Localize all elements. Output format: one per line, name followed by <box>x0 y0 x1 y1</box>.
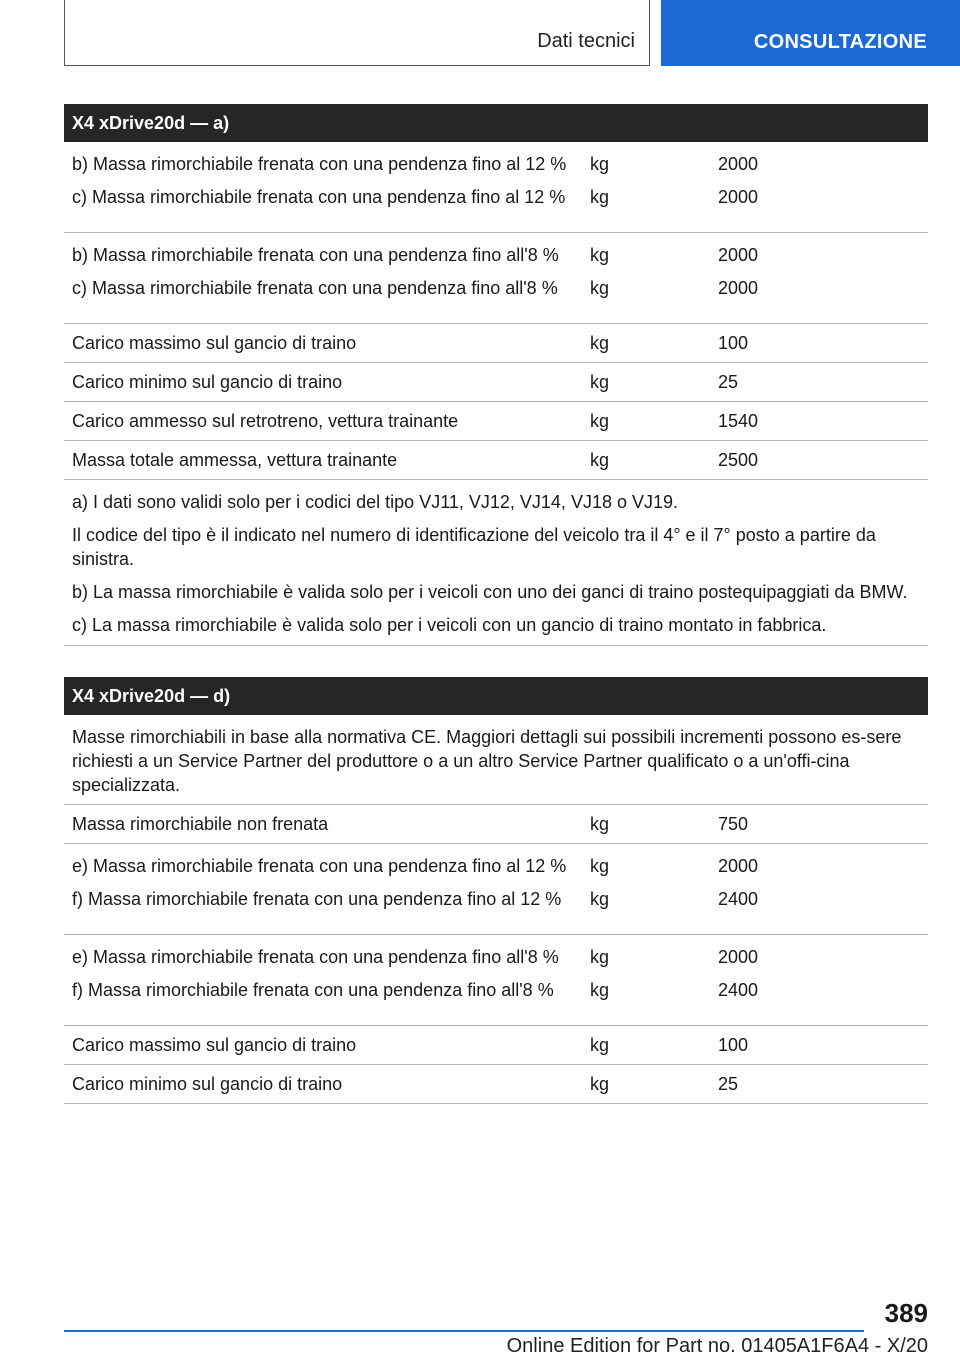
row-label-line: b) Massa rimorchiabile frenata con una pendenza fino al 12 % <box>72 154 567 174</box>
table-row <box>64 935 928 1026</box>
row-label <box>64 945 582 1011</box>
header-chapter-label: CONSULTAZIONE <box>753 31 927 53</box>
row-label <box>64 854 582 920</box>
row-label: Carico minimo sul gancio di traino <box>72 372 343 392</box>
row-unit <box>582 854 710 920</box>
table-row <box>64 363 928 402</box>
row-unit: kg <box>590 1074 610 1094</box>
value-text: 2400 <box>718 889 759 909</box>
unit-text: kg <box>590 889 610 909</box>
footer-edition-text: Online Edition for Part no. 01405A1F6A4 - X/20 <box>506 1335 928 1357</box>
row-label-line: b) Massa rimorchiabile frenata con una pendenza fino all'8 % <box>72 245 559 265</box>
row-label: Massa totale ammessa, vettura trainante <box>72 450 398 470</box>
header-chapter-tab[interactable] <box>661 0 960 66</box>
row-unit <box>582 945 710 1011</box>
footnote: b) La massa rimorchiabile è valida solo per i veicoli con uno dei ganci di traino postequipaggiati da BMW. <box>72 582 908 602</box>
row-value <box>710 152 928 218</box>
row-value: 1540 <box>718 411 759 431</box>
row-label: Massa rimorchiabile non frenata <box>72 814 329 834</box>
table-row <box>64 402 928 441</box>
table-row <box>64 324 928 363</box>
value-text: 2000 <box>718 278 759 298</box>
value-text: 2000 <box>718 154 759 174</box>
row-unit <box>582 243 710 309</box>
row-value <box>710 243 928 309</box>
footnote: c) La massa rimorchiabile è valida solo per i veicoli con un gancio di traino montato in fabbrica. <box>72 615 827 635</box>
table1-footnotes <box>64 480 928 646</box>
table-row <box>64 441 928 480</box>
row-label-line: c) Massa rimorchiabile frenata con una pendenza fino all'8 % <box>72 278 558 298</box>
row-unit <box>582 152 710 218</box>
row-label: Carico massimo sul gancio di traino <box>72 1035 357 1055</box>
row-label-line: f) Massa rimorchiabile frenata con una pendenza fino al 12 % <box>72 889 562 909</box>
row-unit: kg <box>590 372 610 392</box>
row-unit: kg <box>590 814 610 834</box>
unit-text: kg <box>590 980 610 1000</box>
row-label: Carico minimo sul gancio di traino <box>72 1074 343 1094</box>
unit-text: kg <box>590 947 610 967</box>
row-value <box>710 854 928 920</box>
row-label: Carico massimo sul gancio di traino <box>72 333 357 353</box>
row-value: 100 <box>718 333 749 353</box>
table2-title: X4 xDrive20d — d) <box>64 677 928 715</box>
table-row <box>64 1026 928 1065</box>
table-row <box>64 1065 928 1104</box>
table-row <box>64 805 928 844</box>
section-spacer <box>64 646 928 677</box>
footnote: Il codice del tipo è il indicato nel numero di identificazione del veicolo tra il 4° e il 7° posto a partire da sinistra. <box>72 525 876 569</box>
table1-title: X4 xDrive20d — a) <box>64 104 928 142</box>
row-value <box>710 945 928 1011</box>
row-label-line: e) Massa rimorchiabile frenata con una pendenza fino al 12 % <box>72 856 567 876</box>
page-header <box>0 0 960 66</box>
value-text: 2000 <box>718 187 759 207</box>
page-number: 389 <box>884 1298 928 1328</box>
value-text: 2000 <box>718 947 759 967</box>
header-section-title: Dati tecnici <box>537 30 635 52</box>
header-section-box <box>64 0 650 66</box>
content <box>64 104 928 1104</box>
row-label <box>64 152 582 218</box>
table-row <box>64 844 928 935</box>
unit-text: kg <box>590 187 610 207</box>
footnote: a) I dati sono validi solo per i codici del tipo VJ11, VJ12, VJ14, VJ18 o VJ19. <box>72 492 679 512</box>
value-text: 2000 <box>718 245 759 265</box>
value-text: 2400 <box>718 980 759 1000</box>
unit-text: kg <box>590 154 610 174</box>
footer-rule <box>64 1330 864 1332</box>
row-label <box>64 243 582 309</box>
unit-text: kg <box>590 278 610 298</box>
row-value: 100 <box>718 1035 749 1055</box>
table2-intro: Masse rimorchiabili in base alla normativa CE. Maggiori dettagli sui possibili incrementi possono es-sere richiesti a un Service Partner del produttore o a un altro Service Partner qualificato o a un'offi-cina specializzata. <box>64 715 928 805</box>
row-unit: kg <box>590 333 610 353</box>
row-label-line: f) Massa rimorchiabile frenata con una pendenza fino all'8 % <box>72 980 554 1000</box>
row-unit: kg <box>590 450 610 470</box>
unit-text: kg <box>590 856 610 876</box>
row-unit: kg <box>590 1035 610 1055</box>
value-text: 2000 <box>718 856 759 876</box>
row-label-line: c) Massa rimorchiabile frenata con una pendenza fino al 12 % <box>72 187 566 207</box>
row-label: Carico ammesso sul retrotreno, vettura trainante <box>72 411 459 431</box>
row-unit: kg <box>590 411 610 431</box>
row-value: 25 <box>718 1074 739 1094</box>
table-row <box>64 142 928 233</box>
table-row <box>64 233 928 324</box>
row-value: 2500 <box>718 450 759 470</box>
row-value: 25 <box>718 372 739 392</box>
row-value: 750 <box>718 814 749 834</box>
row-label-line: e) Massa rimorchiabile frenata con una pendenza fino all'8 % <box>72 947 559 967</box>
unit-text: kg <box>590 245 610 265</box>
